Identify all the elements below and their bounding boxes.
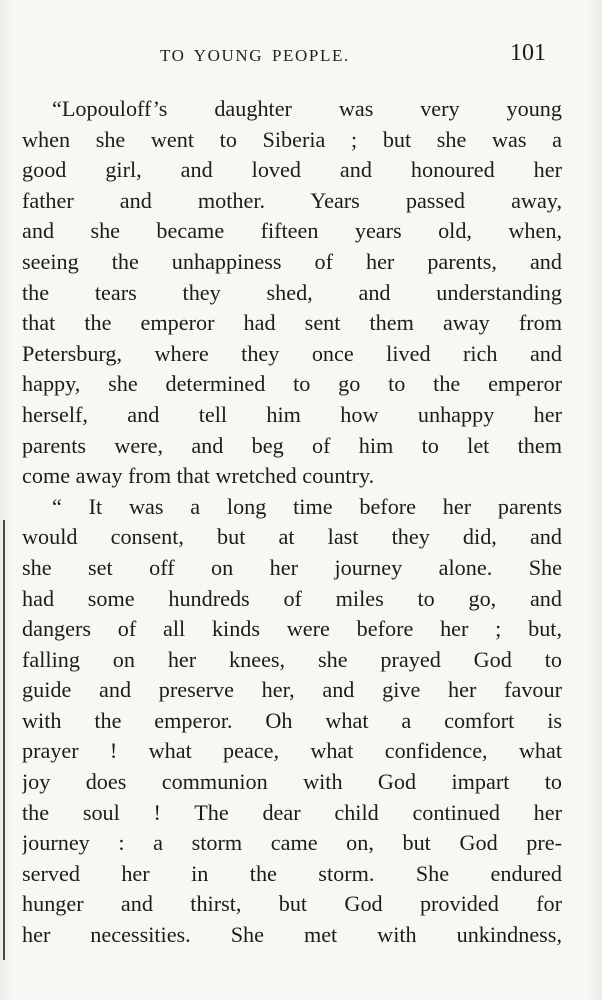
text-line: she set off on her journey alone. She <box>22 554 562 580</box>
text-line: herself, and tell him how unhappy her <box>22 401 562 427</box>
text-line: dangers of all kinds were before her ; but, <box>22 616 562 642</box>
running-head: TO YOUNG PEOPLE. <box>160 46 350 65</box>
text-line: her necessities. She met with unkindness, <box>22 922 562 948</box>
text-line: would consent, but at last they did, and <box>22 524 562 550</box>
text-line: parents were, and beg of him to let them <box>22 432 562 458</box>
text-line: with the emperor. Oh what a comfort is <box>22 707 562 733</box>
text-line: happy, she determined to go to the emperor <box>22 371 562 397</box>
text-line: hunger and thirst, but God provided for <box>22 891 562 917</box>
text-line: had some hundreds of miles to go, and <box>22 585 562 611</box>
text-line: seeing the unhappiness of her parents, and <box>22 248 562 274</box>
text-line: good girl, and loved and honoured her <box>22 157 562 183</box>
text-line: falling on her knees, she prayed God to <box>22 646 562 672</box>
page-number: 101 <box>510 40 546 66</box>
text-line: father and mother. Years passed away, <box>22 187 562 213</box>
text-line: and she became fifteen years old, when, <box>22 218 562 244</box>
text-line: “Lopouloff’s daughter was very young <box>52 96 562 121</box>
text-line: joy does communion with God impart to <box>22 769 562 795</box>
text-line: prayer ! what peace, what confidence, what <box>22 738 562 764</box>
text-line: journey : a storm came on, but God pre- <box>22 830 562 856</box>
text-line: when she went to Siberia ; but she was a <box>22 126 562 152</box>
body-text <box>22 94 562 951</box>
text-line: Petersburg, where they once lived rich and <box>22 340 562 366</box>
text-line: the soul ! The dear child continued her <box>22 799 562 825</box>
text-line: come away from that wretched country. <box>22 463 375 489</box>
text-line: “ It was a long time before her parents <box>52 493 562 519</box>
text-line: the tears they shed, and understanding <box>22 279 562 305</box>
page-edge-rule <box>3 520 5 960</box>
text-line: that the emperor had sent them away from <box>22 310 562 336</box>
text-line: served her in the storm. She endured <box>22 860 562 886</box>
text-line: guide and preserve her, and give her favour <box>22 677 562 703</box>
